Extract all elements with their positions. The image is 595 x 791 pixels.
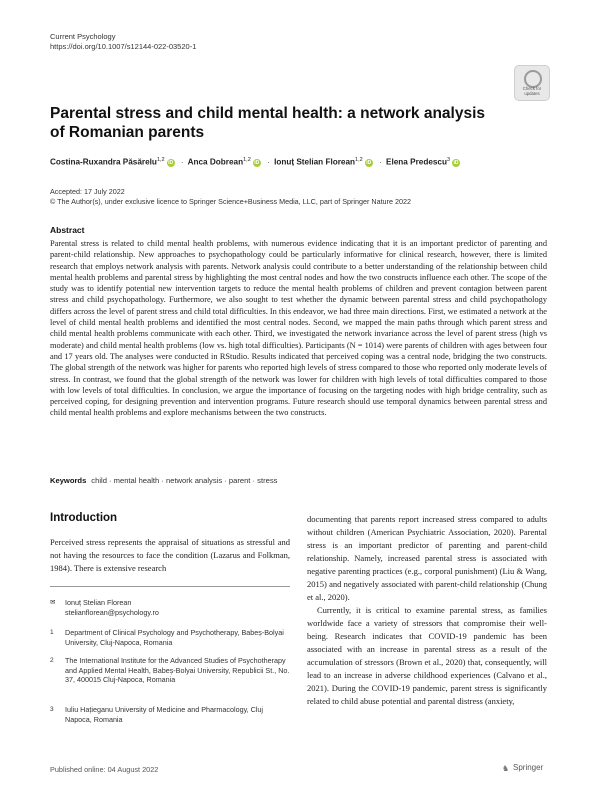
footnote-divider [50, 586, 290, 587]
orcid-icon[interactable]: iD [366, 159, 372, 166]
affiliation-2 [50, 656, 290, 700]
crossmark-label-2: updates [524, 91, 540, 96]
publisher-logo [502, 763, 543, 772]
orcid-icon[interactable]: iD [453, 159, 459, 166]
author-name: Ionuț Stelian Florean [274, 157, 356, 167]
affiliation-text: Iuliu Hațieganu University of Medicine and Pharmacology, Cluj Napoca, Romania [65, 705, 264, 724]
journal-name: Current Psychology [50, 32, 116, 41]
abstract-text: Parental stress is related to child mental health problems, with numerous evidence indicating that it is an important predictor of parenting and parent-child relationship. New approaches to psychopathology could be particularly informative for clinical research, however, there is limited research that employs network analysis with parents. Network analysis could contribute to a better understanding of the relationship between child mental health problems and parental stress by highlighting the most central nodes and how the two constructs influence each other. The scope of the study was to identify potential new intervention targets to reduce the mental health problems of children and prevent contagion between parent stress and child psychopathology. Furthermore, we also sought to test whether the dynamic between parental stress and child psychopathology differs across the level of parent stress and child total difficulties. In this endeavor, we had three main directions. First, we estimated a network at the level of child mental health problems and identified the most central nodes. Second, we mapped the main paths through which parent stress and child mental health problems communicate with each other. Third, we investigated the network invariance across the level of parent stress (high vs moderate) and child mental health problems (low vs. high total difficulties). Participants (N = 1014) were parents of children with ages between four and 17 years old. The analyses were conducted in RStudio. Results indicated that perceived coping was a central node, bridging the two constructs. The global strength of the network was higher for parents who reported high levels of stress compared to those who reported only moderate levels of stress. In contrast, we found that the global strength of the network was lower for children with high levels of total difficulties compared to those with low levels of total difficulties. In conclusion, we argue the importance of focusing on the targeting nodes with high bridge centrality, such as perceived coping, for designing prevention and intervention programs. Future research should use temporal dynamics between parental stress and child mental health problems and explore mechanisms between the two constructs. [50, 239, 547, 418]
intro-paragraph-1: documenting that parents report increased stress compared to adults without children (American Psychiatric Association, 2020). Parental stress is an important predictor of parenting and parent-child relationship. Namely, increased parental stress is associated with negative parenting practices (e.g., corporal punishment) (Liu & Wang, 2015) and negatively associated with parent-child relationship (Chung et al., 2020). [307, 514, 547, 602]
affiliation-text: The International Institute for the Advanced Studies of Psychotherapy and Applied Mental Health, Babeș-Bolyai University, Republicii St., No. 37, 400015 Cluj-Napoca, Romania [65, 656, 290, 685]
crossmark-label-1: Check for [522, 86, 542, 91]
abstract-heading: Abstract [50, 225, 85, 235]
affiliation-mark: 1 [50, 629, 54, 636]
contact-email[interactable]: stelianflorean@psychology.ro [65, 607, 159, 617]
affiliation-mark: 2 [50, 657, 54, 664]
contact-name: Ionuț Stelian Florean [65, 598, 132, 607]
author-affiliation: 1,2 [243, 157, 251, 163]
springer-horse-icon: ♞ [502, 764, 510, 773]
title-line-1: Parental stress and child mental health: a network analysis [50, 105, 486, 122]
envelope-icon: ✉ [50, 599, 56, 606]
check-for-updates-badge[interactable] [514, 65, 550, 101]
published-online: Published online: 04 August 2022 [50, 765, 159, 774]
affiliation-3 [50, 705, 290, 727]
intro-column-2 [307, 513, 547, 708]
keywords [50, 476, 277, 485]
copyright-notice: © The Author(s), under exclusive licence to Springer Science+Business Media, LLC, part of Springer Nature 2022 [50, 197, 411, 206]
author-affiliation: 3 [446, 157, 451, 163]
accepted-date: Accepted: 17 July 2022 [50, 187, 125, 196]
corresponding-author [50, 598, 290, 620]
affiliation-mark: 3 [50, 706, 54, 713]
author-list [50, 155, 550, 168]
journal-header [50, 32, 196, 52]
publisher-name: Springer [513, 763, 544, 772]
article-meta [50, 187, 411, 207]
affiliation-text: Department of Clinical Psychology and Psychotherapy, Babeș-Bolyai University, Cluj-Napoca, Romania [65, 628, 284, 647]
doi-link[interactable]: https://doi.org/10.1007/s12144-022-03520-1 [50, 42, 197, 51]
author-affiliation: 1,2 [156, 157, 165, 163]
author-name: Anca Dobrean [187, 157, 244, 167]
separator-dot: · [180, 157, 184, 167]
keywords-list: child · mental health · network analysis · parent · stress [91, 476, 278, 485]
separator-dot: · [378, 157, 382, 167]
author-affiliation: 1,2 [355, 157, 363, 163]
orcid-icon[interactable]: iD [254, 159, 260, 166]
author-name: Elena Predescu [386, 157, 447, 167]
orcid-icon[interactable]: iD [168, 159, 174, 166]
title-line-2: of Romanian parents [50, 124, 205, 141]
paper-title [50, 104, 490, 142]
keywords-label: Keywords [50, 476, 87, 485]
author-name: Costina-Ruxandra Păsărelu [50, 157, 157, 167]
separator-dot: · [267, 157, 270, 167]
affiliation-1 [50, 628, 290, 650]
introduction-heading: Introduction [50, 512, 118, 524]
intro-column-1: Perceived stress represents the appraisal of situations as stressful and not having the resources to face the condition (Lazarus and Folkman, 1984). There is extensive research [50, 537, 290, 573]
intro-paragraph-2: Currently, it is critical to examine parental stress, as families worldwide face a variety of stressors that compromise their well-being. Research indicates that COVID-19 pandemic has been associated with an increase in parental stress as a result of the accumulation of stressors (Brown et al., 2020) that, consequently, will lead to an increase in adverse childhood experiences (Calvano et al., 2021). During the COVID-19 pandemic, parent stress is significantly related to child abuse potential and parental distress (anxiety, [307, 605, 547, 706]
